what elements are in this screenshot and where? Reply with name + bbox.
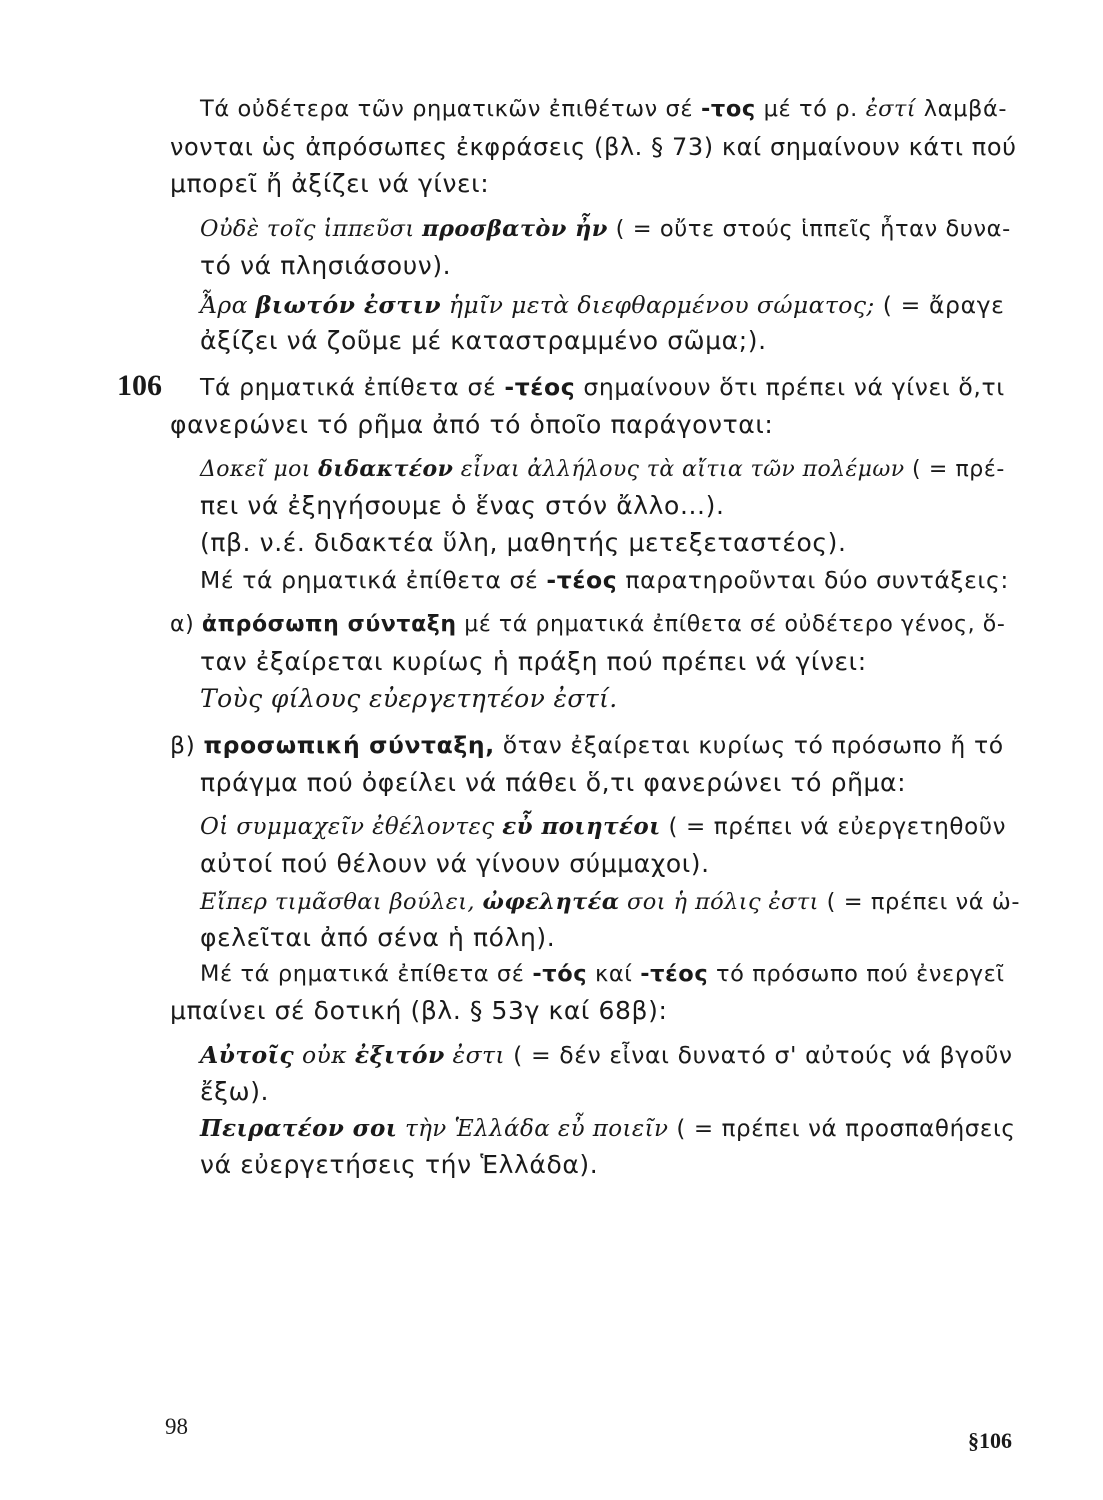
para-1-line-2: νονται ὡς ἀπρόσωπες ἐκφράσεις (βλ. § 73) καί σημαίνουν κάτι πού [170,133,1017,161]
example-3-line-2: πει νά ἐξηγήσουμε ὁ ἕνας στόν ἄλλο...). [200,491,725,520]
example-1-line-1: Οὐδὲ τοῖς ἱππεῦσι προσβατὸν ἦν ( = οὔτε στούς ἱππεῖς ἦταν δυνα- [200,216,1011,242]
para-2-line-1: Τά ρηματικά ἐπίθετα σέ -τέος σημαίνουν ὅτι πρέπει νά γίνει ὅ,τι [200,373,1005,401]
example-6-line-1: Αὐτοῖς οὐκ ἐξιτόν ἐστι ( = δέν εἶναι δυνατό σ' αὐτούς νά βγοῦν [200,1041,1013,1069]
para-2-line-2: φανερώνει τό ρῆμα ἀπό τό ὁποῖο παράγονται: [170,410,774,439]
example-3-line-1: Δοκεῖ μοι διδακτέον εἶναι ἀλλήλους τὰ αἴτια τῶν πολέμων ( = πρέ- [200,456,1005,482]
item-b-line-2: πράγμα πού ὀφείλει νά πάθει ὅ,τι φανερώνει τό ρῆμα: [200,768,907,797]
example-1-line-2: τό νά πλησιάσουν). [200,251,452,280]
item-a-line-1: α) ἀπρόσωπη σύνταξη μέ τά ρηματικά ἐπίθετα σέ οὐδέτερο γένος, ὅ- [170,612,1006,637]
para-1-line-3: μπορεῖ ἤ ἀξίζει νά γίνει: [170,169,490,198]
example-5-line-1: Εἴπερ τιμᾶσθαι βούλει, ὠφελητέα σοι ἡ πόλις ἐστι ( = πρέπει νά ὠ- [200,889,1021,915]
example-5-line-2: φελεῖται ἀπό σένα ἡ πόλη). [200,923,556,952]
example-4-line-1: Οἱ συμμαχεῖν ἐθέλοντες εὖ ποιητέοι ( = πρέπει νά εὐεργετηθοῦν [200,813,1007,840]
para-4-line-1: Μέ τά ρηματικά ἐπίθετα σέ -τός καί -τέος τό πρόσωπο πού ἐνεργεῖ [200,961,1005,987]
item-a-example: Τοὺς φίλους εὐεργετητέον ἐστί. [200,684,618,713]
page-number: 98 [165,1414,188,1439]
para-1-line-1: Τά οὐδέτερα τῶν ρηματικῶν ἐπιθέτων σέ -τος μέ τό ρ. ἐστί λαμβά- [200,96,1008,122]
example-7-line-2: νά εὐεργετήσεις τήν Ἑλλάδα). [200,1150,599,1179]
item-b-line-1: β) προσωπική σύνταξη, ὅταν ἐξαίρεται κυρίως τό πρόσωπο ἤ τό [170,731,1004,759]
comparison-note: (πβ. ν.έ. διδακτέα ὕλη, μαθητής μετεξεταστέος). [200,528,847,557]
para-3-line-1: Μέ τά ρηματικά ἐπίθετα σέ -τέος παρατηροῦνται δύο συντάξεις: [200,566,1009,594]
example-2-line-2: ἀξίζει νά ζοῦμε μέ καταστραμμένο σῶμα;). [200,326,767,355]
example-4-line-2: αὐτοί πού θέλουν νά γίνουν σύμμαχοι). [200,849,710,878]
para-4-line-2: μπαίνει σέ δοτική (βλ. § 53γ καί 68β): [170,996,668,1025]
item-a-line-2: ταν ἐξαίρεται κυρίως ἡ πράξη πού πρέπει νά γίνει: [200,647,867,676]
example-2-line-1: Ἆρα βιωτόν ἐστιν ἡμῖν μετὰ διεφθαρμένου σώματος; ( = ἄραγε [200,291,1005,319]
example-6-line-2: ἔξω). [200,1077,270,1106]
running-head: §106 [968,1428,1012,1453]
example-7-line-1: Πειρατέον σοι τὴν Ἑλλάδα εὖ ποιεῖν ( = πρέπει νά προσπαθήσεις [200,1115,1016,1142]
section-number: 106 [117,369,162,402]
